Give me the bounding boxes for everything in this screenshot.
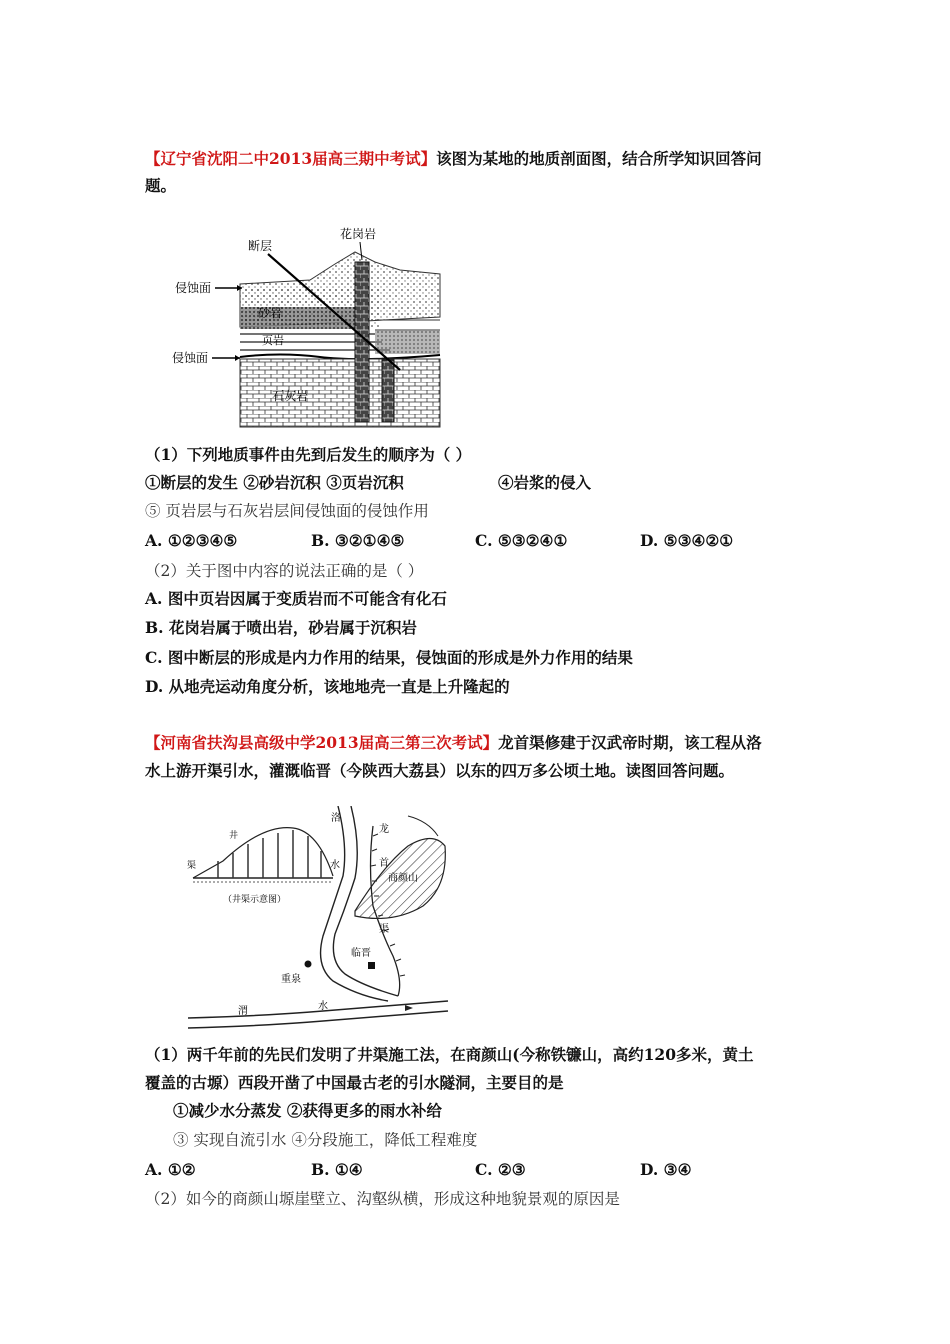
q1-sub1-option-a: A. ①②③④⑤ <box>145 531 238 550</box>
q1-sub1-stem: （1）下列地质事件由先到后发生的顺序为（ ） <box>145 445 472 464</box>
q2-sub1-option-c: C. ②③ <box>475 1160 526 1179</box>
q2-sub1-option-b: B. ①④ <box>311 1160 363 1179</box>
q1-intro-line2: 题。 <box>145 176 177 195</box>
q1-sub2-option-a: A. 图中页岩因属于变质岩而不可能含有化石 <box>145 589 447 608</box>
qu-label: 渠 <box>379 924 389 935</box>
inset-well-label: 井 <box>229 831 239 841</box>
q1-sub1-events-c: ⑤ 页岩层与石灰岩层间侵蚀面的侵蚀作用 <box>145 502 429 520</box>
q2-sub1-option-a: A. ①② <box>145 1160 196 1179</box>
q2-sub1-choices-b: ③ 实现自流引水 ④分段施工，降低工程难度 <box>173 1131 478 1149</box>
limestone-label: 石灰岩 <box>272 389 309 403</box>
q1-sub1-option-c: C. ⑤③②④① <box>475 531 568 550</box>
inset-canal-label: 渠 <box>187 861 197 871</box>
sandstone-label: 砂岩 <box>258 306 283 320</box>
q1-sub1-events-b: ④岩浆的侵入 <box>498 473 592 492</box>
q2-sub1-stem-a: （1）两千年前的先民们发明了井渠施工法，在商颜山(今称铁镰山，高约120多米，黄土 <box>145 1045 754 1064</box>
granite-label: 花岗岩 <box>340 227 377 241</box>
q2-sub1-stem-b: 覆盖的古塬）西段开凿了中国最古老的引水隧洞，主要目的是 <box>145 1073 564 1092</box>
q1-sub2-option-b: B. 花岗岩属于喷出岩，砂岩属于沉积岩 <box>145 618 417 637</box>
q1-sub2-option-d: D. 从地壳运动角度分析，该地地壳一直是上升隆起的 <box>145 677 510 696</box>
q2-sub2-stem: （2）如今的商颜山塬崖壁立、沟壑纵横，形成这种地貌景观的原因是 <box>145 1190 620 1208</box>
erosion-surface-top-label: 侵蚀面 <box>175 281 212 295</box>
q2-source: 【河南省扶沟县高级中学2013届高三第三次考试】 <box>145 733 499 752</box>
inset-caption: （井渠示意图） <box>223 895 287 905</box>
q2-intro-line1 <box>145 732 762 754</box>
wei-river-label: 渭 <box>238 1006 248 1017</box>
shou-label: 首 <box>379 858 389 869</box>
q1-sub2-option-c: C. 图中断层的形成是内力作用的结果，侵蚀面的形成是外力作用的结果 <box>145 648 633 667</box>
long-label: 龙 <box>379 824 389 835</box>
q2-sub1-choices-a: ①减少水分蒸发 ②获得更多的雨水补给 <box>173 1101 442 1120</box>
luo-water-label: 水 <box>330 860 340 871</box>
q1-source: 【辽宁省沈阳二中2013届高三期中考试】 <box>145 149 437 168</box>
shangyan-mountain-label: 商颜山 <box>388 873 418 884</box>
zhongquan-label: 重泉 <box>281 974 301 985</box>
q1-sub2-stem: （2）关于图中内容的说法正确的是（ ） <box>145 562 424 580</box>
q2-sub1-option-d: D. ③④ <box>640 1160 692 1179</box>
q1-intro-line1 <box>145 148 762 170</box>
q1-sub1-events-a: ①断层的发生 ②砂岩沉积 ③页岩沉积 <box>145 473 404 492</box>
shale-label: 页岩 <box>262 334 284 347</box>
erosion-surface-bottom-label: 侵蚀面 <box>172 351 209 365</box>
linjin-label: 临晋 <box>351 948 371 959</box>
geologic-profile-figure <box>160 222 460 430</box>
q1-sub1-option-d: D. ⑤③④②① <box>640 531 734 550</box>
fault-label: 断层 <box>248 239 273 253</box>
q2-intro-line2: 水上游开渠引水，灌溉临晋（今陕西大荔县）以东的四万多公顷土地。读图回答问题。 <box>145 761 735 780</box>
q1-intro-text: 该图为某地的地质剖面图，结合所学知识回答问 <box>436 149 762 168</box>
longshou-canal-map <box>183 806 453 1038</box>
q1-sub1-option-b: B. ③②①④⑤ <box>311 531 405 550</box>
wei-water-label: 水 <box>318 1001 328 1012</box>
luo-river-label: 洛 <box>331 813 341 824</box>
q2-intro-text: 龙首渠修建于汉武帝时期，该工程从洛 <box>498 733 762 752</box>
